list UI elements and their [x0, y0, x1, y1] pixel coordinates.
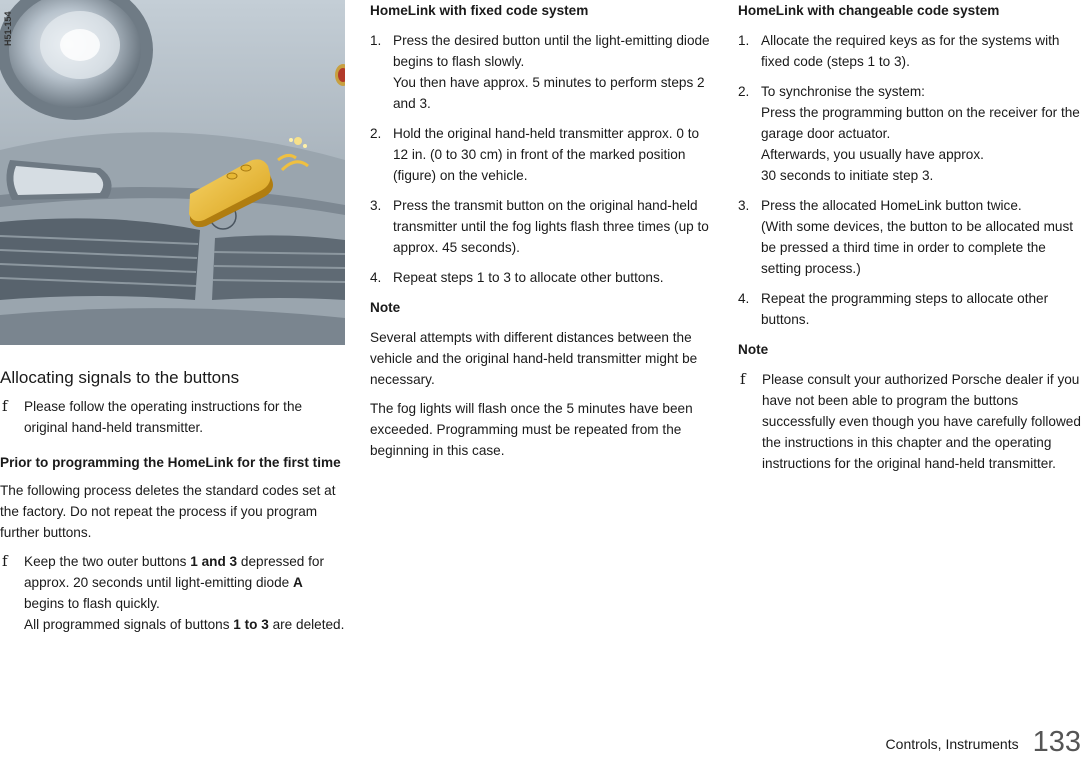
- note-heading: Note: [738, 342, 769, 357]
- list-item: [738, 81, 1081, 186]
- step-number: 2.: [738, 84, 750, 99]
- step-text: To synchronise the system:: [761, 84, 925, 99]
- step-number: 3.: [738, 198, 750, 213]
- middle-column: [370, 0, 715, 469]
- step-number: 4.: [738, 291, 750, 306]
- section-heading: HomeLink with fixed code system: [370, 3, 589, 18]
- note-heading: Note: [370, 300, 401, 315]
- step-text: Hold the original hand-held transmitter approx. 0 to 12 in. (0 to 30 cm) in front of the marked position (figure) on the vehicle.: [393, 126, 700, 183]
- steps-list: [370, 30, 715, 288]
- step-text: Press the desired button until the light-emitting diode begins to flash slowly.: [393, 33, 710, 69]
- buttons-label: 1 to 3: [233, 617, 269, 632]
- note-bullet: [738, 369, 1081, 474]
- page-number: 133: [1032, 726, 1081, 758]
- step-text: Press the transmit button on the original hand-held transmitter until the fog lights flash three times (up to approx. 45 seconds).: [393, 198, 709, 255]
- step-text: Press the programming button on the receiver for the garage door actuator.: [761, 105, 1080, 141]
- step-number: 3.: [370, 198, 382, 213]
- bullet-text: depressed for approx. 20 seconds until light-emitting diode: [24, 554, 325, 590]
- step-number: 2.: [370, 126, 382, 141]
- bullet-text: Keep the two outer buttons: [24, 554, 191, 569]
- list-item: [370, 195, 715, 258]
- footer-section-label: Controls, Instruments: [885, 736, 1019, 752]
- step-text: Press the allocated HomeLink button twice.: [761, 198, 1022, 213]
- list-item: [370, 267, 715, 288]
- bullet-text: are deleted.: [268, 617, 345, 632]
- bullet-text: All programmed signals of buttons: [24, 617, 234, 632]
- bullet-mark: f: [2, 552, 8, 570]
- reset-bullet: [0, 551, 345, 635]
- porsche-front-drawing: [0, 0, 345, 345]
- bullet-mark: f: [740, 370, 746, 388]
- section-paragraph: The following process deletes the standard codes set at the factory. Do not repeat the process if you program further buttons.: [0, 483, 336, 540]
- note-bullet-text: Please consult your authorized Porsche dealer if you have not been able to program the buttons successfully even though you have carefully followed the instructions in this chapter and the operating instructions for the original hand-held transmitter.: [762, 372, 1081, 471]
- air-intake: [0, 218, 345, 345]
- bullet-mark: f: [2, 397, 8, 415]
- step-number: 1.: [738, 33, 750, 48]
- steps-list: [738, 30, 1081, 330]
- step-number: 1.: [370, 33, 382, 48]
- step-number: 4.: [370, 270, 382, 285]
- car-front-illustration: [0, 0, 345, 345]
- left-column: [0, 0, 345, 643]
- intro-bullet-text: Please follow the operating instructions for the original hand-held transmitter.: [24, 399, 303, 435]
- step-text: Repeat steps 1 to 3 to allocate other buttons.: [393, 270, 664, 285]
- list-item: [738, 30, 1081, 72]
- section-heading: HomeLink with changeable code system: [738, 3, 1000, 18]
- diode-label: A: [293, 575, 303, 590]
- note-paragraph: Several attempts with different distances between the vehicle and the original hand-held transmitter might be necessary.: [370, 330, 698, 387]
- buttons-label: 1 and 3: [190, 554, 238, 569]
- right-column: [738, 0, 1081, 482]
- note-paragraph: The fog lights will flash once the 5 minutes have been exceeded. Programming must be repeated from the beginning in this case.: [370, 401, 693, 458]
- page-footer: [841, 718, 1081, 758]
- step-text: 30 seconds to initiate step 3.: [761, 168, 934, 183]
- list-item: [738, 195, 1081, 279]
- bullet-text: begins to flash quickly.: [24, 596, 160, 611]
- step-text: Repeat the programming steps to allocate other buttons.: [761, 291, 1049, 327]
- step-text: Afterwards, you usually have approx.: [761, 147, 984, 162]
- step-text: You then have approx. 5 minutes to perform steps 2 and 3.: [393, 75, 705, 111]
- step-text: Allocate the required keys as for the systems with fixed code (steps 1 to 3).: [761, 33, 1060, 69]
- step-text: (With some devices, the button to be allocated must be pressed a third time in order to complete the setting process.): [761, 219, 1074, 276]
- figure-caption: Allocating signals to the buttons: [0, 368, 240, 387]
- list-item: [738, 288, 1081, 330]
- list-item: [370, 30, 715, 114]
- figure-code: H51-154: [3, 11, 13, 46]
- intro-bullet: [0, 396, 345, 438]
- section-heading: Prior to programming the HomeLink for the first time: [0, 455, 341, 470]
- list-item: [370, 123, 715, 186]
